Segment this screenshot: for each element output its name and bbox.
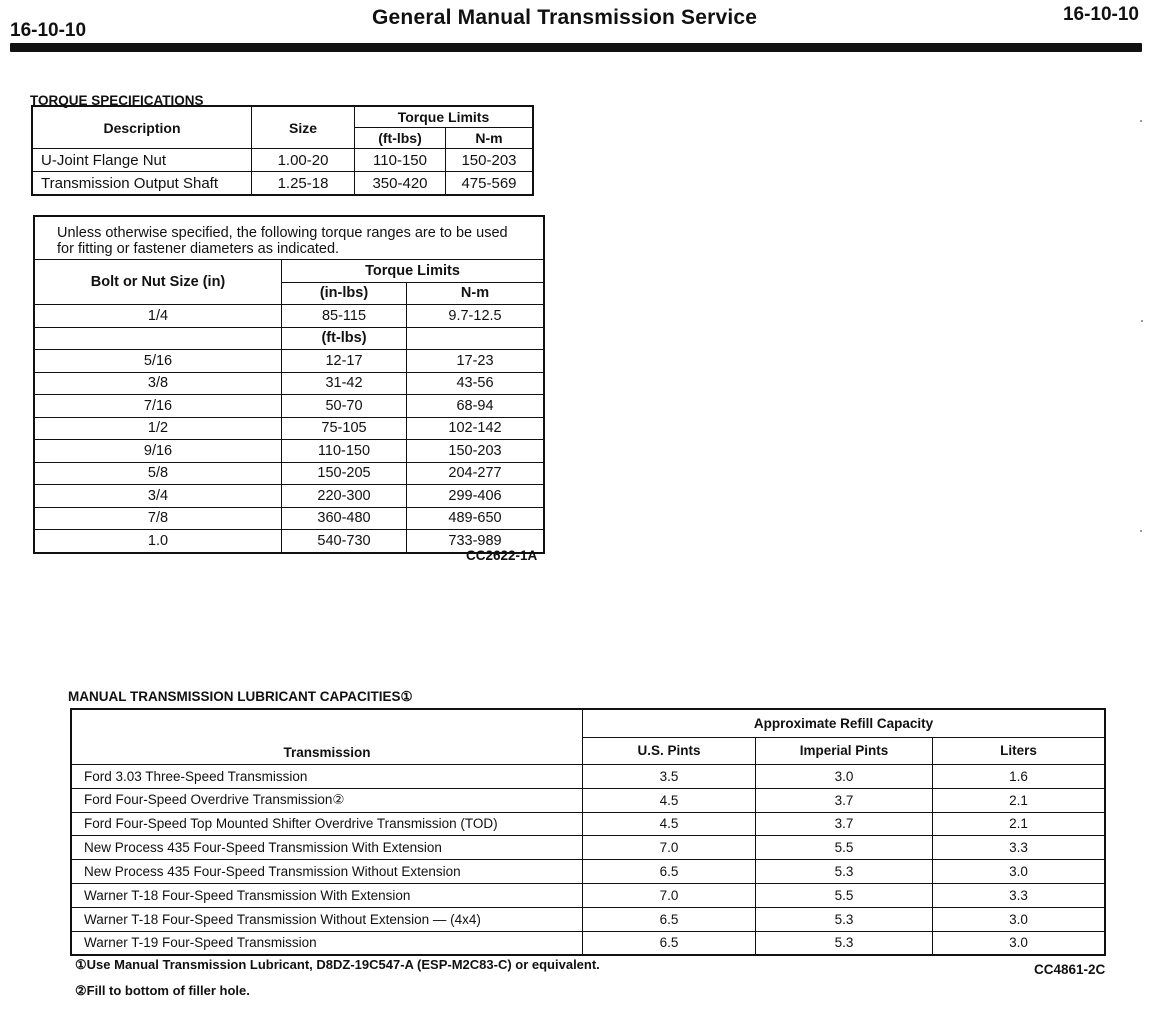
row-liters: 3.0 [933,907,1106,931]
row-torque: 540-730 [282,530,407,552]
page-title: General Manual Transmission Service [372,6,758,29]
row-us-pints: 7.0 [583,883,756,907]
table-row [35,395,543,418]
col-us-pints: U.S. Pints [583,737,756,764]
row-liters: 2.1 [933,812,1106,836]
row-size: 3/4 [35,485,282,508]
col-transmission: Transmission [71,709,583,765]
table-row [35,372,543,395]
col-description: Description [32,106,252,149]
col-torque-limits: Torque Limits [355,106,534,128]
row-transmission: Ford Four-Speed Overdrive Transmission② [71,788,583,812]
row-torque: 75-105 [282,417,407,440]
row-description: U-Joint Flange Nut [32,149,252,172]
table-row [71,836,1105,860]
row-size: 9/16 [35,440,282,463]
row-description: Transmission Output Shaft [32,172,252,196]
row-imperial-pints: 3.0 [756,765,933,789]
row-ftlbs: 350-420 [355,172,446,196]
col-imperial-pints: Imperial Pints [756,737,933,764]
row-nm: 489-650 [407,507,544,530]
row-torque: 220-300 [282,485,407,508]
row-liters: 3.3 [933,883,1106,907]
row-nm: 150-203 [407,440,544,463]
table-row [35,507,543,530]
table-row [35,350,543,373]
col-nm: N-m [407,282,544,305]
row-us-pints: 6.5 [583,860,756,884]
row-imperial-pints: 5.5 [756,836,933,860]
row-torque: 110-150 [282,440,407,463]
table-row [35,440,543,463]
row-size: 1.00-20 [252,149,355,172]
row-transmission: Warner T-18 Four-Speed Transmission Without Extension — (4x4) [71,907,583,931]
table-row [35,305,543,328]
row-nm [407,327,544,350]
row-transmission: Warner T-19 Four-Speed Transmission [71,931,583,955]
row-size: 7/16 [35,395,282,418]
row-transmission: New Process 435 Four-Speed Transmission With Extension [71,836,583,860]
row-transmission: Warner T-18 Four-Speed Transmission With Extension [71,883,583,907]
row-liters: 3.0 [933,860,1106,884]
table-row [71,812,1105,836]
table-row [71,931,1105,955]
table-row [35,417,543,440]
torque-specs-table [31,105,534,196]
table-row [35,485,543,508]
bolt-torque-box [33,215,545,554]
row-size: 3/8 [35,372,282,395]
col-inlbs: (in-lbs) [282,282,407,305]
col-refill-capacity: Approximate Refill Capacity [583,709,1106,737]
row-size: 5/16 [35,350,282,373]
row-nm: 68-94 [407,395,544,418]
scan-speck [1140,530,1142,532]
col-bolt-size: Bolt or Nut Size (in) [35,260,282,305]
col-liters: Liters [933,737,1106,764]
row-torque: 360-480 [282,507,407,530]
lubricant-title: MANUAL TRANSMISSION LUBRICANT CAPACITIES① [68,689,413,704]
row-torque: 50-70 [282,395,407,418]
row-size: 1.0 [35,530,282,552]
row-imperial-pints: 3.7 [756,812,933,836]
row-transmission: New Process 435 Four-Speed Transmission Without Extension [71,860,583,884]
row-imperial-pints: 5.3 [756,907,933,931]
bolt-table-code: CC2622-1A [466,548,538,563]
row-torque: 31-42 [282,372,407,395]
page-number-right: 16-10-10 [1062,4,1139,25]
table-row [71,883,1105,907]
row-us-pints: 3.5 [583,765,756,789]
bolt-torque-note: Unless otherwise specified, the following torque ranges are to be used for fitting or fastener diameters as indicated. [57,225,508,257]
row-nm: 43-56 [407,372,544,395]
row-size: 1/4 [35,305,282,328]
page-number-left: 16-10-10 [10,20,87,41]
col-nm: N-m [446,128,534,149]
col-ftlbs-subheader: (ft-lbs) [282,327,407,350]
row-size: 1/2 [35,417,282,440]
torque-specs-title: TORQUE SPECIFICATIONS [30,93,204,108]
row-us-pints: 4.5 [583,812,756,836]
col-torque-limits: Torque Limits [282,260,544,283]
row-nm: 9.7-12.5 [407,305,544,328]
row-liters: 1.6 [933,765,1106,789]
table-row [71,860,1105,884]
table-row [32,172,533,196]
row-liters: 3.0 [933,931,1106,955]
row-transmission: Ford Four-Speed Top Mounted Shifter Overdrive Transmission (TOD) [71,812,583,836]
col-ftlbs: (ft-lbs) [355,128,446,149]
row-size: 7/8 [35,507,282,530]
row-torque: 150-205 [282,462,407,485]
row-liters: 3.3 [933,836,1106,860]
row-nm: 150-203 [446,149,534,172]
row-size: 5/8 [35,462,282,485]
row-size: 1.25-18 [252,172,355,196]
footnote-1: ①Use Manual Transmission Lubricant, D8DZ-19C547-A (ESP-M2C83-C) or equivalent. [75,957,600,972]
row-nm: 17-23 [407,350,544,373]
row-us-pints: 6.5 [583,907,756,931]
footnote-2: ②Fill to bottom of filler hole. [75,983,250,998]
row-ftlbs: 110-150 [355,149,446,172]
table-row [71,765,1105,789]
scan-speck [1141,320,1143,322]
row-nm: 102-142 [407,417,544,440]
lubricant-table-code: CC4861-2C [1034,962,1106,977]
table-row [35,327,543,350]
row-transmission: Ford 3.03 Three-Speed Transmission [71,765,583,789]
table-row [71,788,1105,812]
row-us-pints: 7.0 [583,836,756,860]
row-nm: 475-569 [446,172,534,196]
table-row [71,907,1105,931]
row-nm: 204-277 [407,462,544,485]
row-us-pints: 4.5 [583,788,756,812]
row-imperial-pints: 3.7 [756,788,933,812]
row-imperial-pints: 5.5 [756,883,933,907]
row-us-pints: 6.5 [583,931,756,955]
row-liters: 2.1 [933,788,1106,812]
row-torque: 85-115 [282,305,407,328]
col-size: Size [252,106,355,149]
header-rule [10,43,1142,52]
row-torque: 12-17 [282,350,407,373]
row-imperial-pints: 5.3 [756,860,933,884]
scan-speck [1140,120,1142,122]
row-nm: 299-406 [407,485,544,508]
bolt-torque-table [35,259,543,552]
lubricant-table [70,708,1106,956]
row-imperial-pints: 5.3 [756,931,933,955]
table-row [32,149,533,172]
row-size [35,327,282,350]
table-row [35,462,543,485]
row-nm: 733-989 [407,530,544,552]
